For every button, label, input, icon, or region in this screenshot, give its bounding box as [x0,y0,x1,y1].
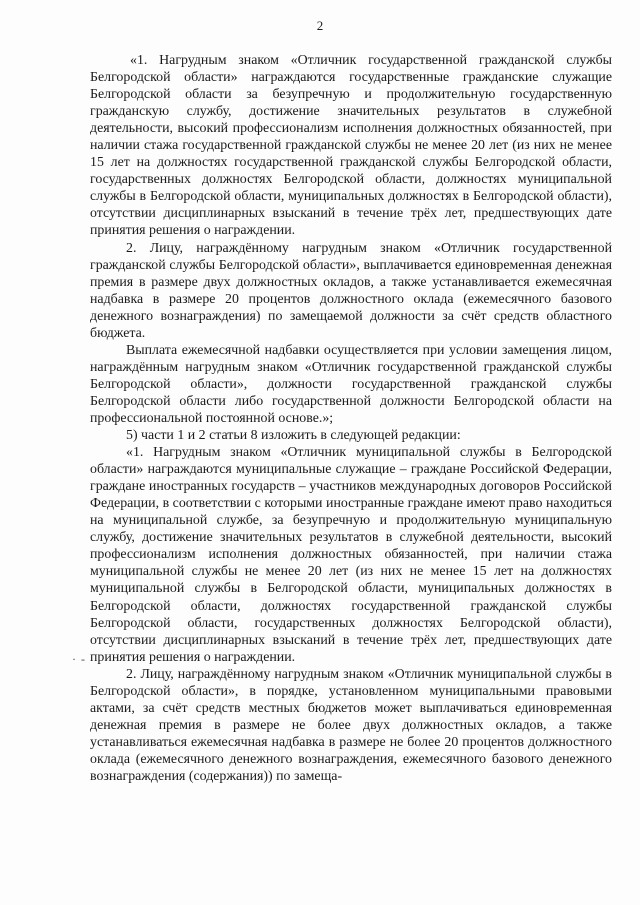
page-number: 2 [316,18,324,33]
paragraph-5: «1. Нагрудным знаком «Отличник муниципальной службы в Белгородской области» награждаются муниципальные служащие – граждане Российской Федерации, граждане иностранных государств – участников международных договоров Российской Федерации, в соответствии с которыми иностранные граждане имеют право находиться на муниципальной службе, за безупречную и продолжительную муниципальную службу, достижение значительных результатов в служебной деятельности, высокий профессионализм исполнения должностных обязанностей, при наличии стажа муниципальной службы не менее 20 лет (из них не менее 15 лет на должностях муниципальной службы в Белгородской области, муниципальных должностях в Белгородской области, должностях государственной гражданской службы Белгородской области, государственных должностях Белгородской области), отсутствии дисциплинарных взысканий в течение трёх лет, предшествующих дате принятия решения о награждении. [90,445,612,665]
paragraph-2: 2. Лицу, награждённому нагрудным знаком «Отличник государственной гражданской службы Белгородской области», выплачивается единовременная денежная премия в размере двух должностных окладов, а также устанавливается ежемесячная надбавка в размере 20 процентов должностного оклада (ежемесячного базового денежного вознаграждения) по замещаемой должности за счёт средств областного бюджета. [90,240,612,341]
paragraph-6: 2. Лицу, награждённому нагрудным знаком «Отличник муниципальной службы в Белгородской области», в порядке, установленном муниципальными правовыми актами, за счёт средств местных бюджетов может выплачиваться единовременная денежная премия в размере не более двух должностных окладов, а также устанавливаться ежемесячная надбавка в размере не более 20 процентов должностного оклада (ежемесячного денежного вознаграждения, ежемесячного базового денежного вознаграждения (содержания)) по замеща- [90,666,612,784]
margin-mark: · - [72,652,86,666]
paragraph-1: «1. Нагрудным знаком «Отличник государственной гражданской службы Белгородской области» награждаются государственные гражданские служащие Белгородской области за безупречную и продолжительную государственную гражданскую службу, достижение значительных результатов в служебной деятельности, высокий профессионализм исполнения должностных обязанностей, при наличии стажа государственной гражданской службы не менее 20 лет (из них не менее 15 лет на должностях государственной гражданской службы Белгородской области, государственных должностях Белгородской области, должностях муниципальной службы в Белгородской области, муниципальных должностях в Белгородской области), отсутствии дисциплинарных взысканий в течение трёх лет, предшествующих дате принятия решения о награждении. [90,53,612,239]
document-body [90,52,612,785]
paragraph-3: Выплата ежемесячной надбавки осуществляется при условии замещения лицом, награждённым нагрудным знаком «Отличник государственной гражданской службы Белгородской области», должности государственной гражданской службы Белгородской области либо государственной должности Белгородской области на профессиональной постоянной основе.»; [90,342,612,426]
paragraph-4: 5) части 1 и 2 статьи 8 изложить в следующей редакции: [126,428,461,444]
